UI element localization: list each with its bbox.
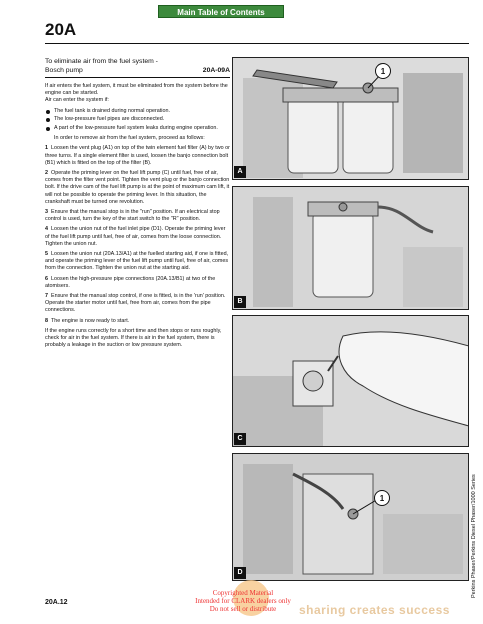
- step-4: [45, 226, 231, 248]
- heading-divider: [45, 77, 230, 78]
- step-number: 8: [45, 317, 48, 324]
- intro-line-1: If air enters the fuel system, it must be eliminated from the system before the engine can be started.: [45, 83, 228, 97]
- figure-b-single-filter-photo: [232, 186, 469, 310]
- figure-letter: D: [234, 567, 246, 579]
- step-1: [45, 145, 231, 167]
- injection-pump-illustration: [233, 454, 469, 581]
- step-number: 7: [45, 293, 48, 300]
- figure-letter: B: [234, 296, 246, 308]
- step-8: [45, 318, 231, 325]
- step-text: Loosen the union nut of the fuel inlet pipe (D1). Operate the priming lever of the fuel lift pump until fuel, free of air, comes from the loose connection. Tighten the union nut.: [45, 226, 226, 247]
- step-number: 2: [45, 170, 48, 177]
- step-5: [45, 251, 231, 273]
- procedure-body: [45, 83, 231, 353]
- figure-d-injection-pump-photo: [232, 453, 469, 581]
- step-number: 6: [45, 275, 48, 282]
- intro-paragraph: [45, 83, 231, 105]
- heading-line-2: Bosch pump: [45, 67, 83, 74]
- step-2: [45, 170, 231, 206]
- watermark-line-1: Copyrighted Material: [212, 589, 274, 597]
- step-number: 4: [45, 226, 48, 233]
- procedure-heading: [45, 57, 230, 75]
- step-text: Loosen the high-pressure pipe connections (20A.13/B1) at two of the atomisers.: [45, 275, 216, 289]
- intro-line-2: Air can enter the system if:: [45, 97, 109, 104]
- step-number: 5: [45, 251, 48, 258]
- step-3: [45, 209, 231, 223]
- procedure-code: 20A-09A: [202, 67, 230, 74]
- single-filter-illustration: [233, 187, 469, 310]
- watermark-tagline: sharing creates success: [299, 603, 450, 617]
- list-item: The fuel tank is drained during normal operation.: [45, 108, 231, 115]
- callout-marker: 1: [374, 490, 390, 506]
- step-text: The engine is now ready to start.: [51, 317, 130, 324]
- callout-marker: 1: [375, 63, 391, 79]
- step-number: 3: [45, 209, 48, 216]
- step-text: Loosen the vent plug (A1) on top of the twin element fuel filter (A) by two or three turns. If a single element filter is used, loosen the banjo connection bolt (B1) which is fitted on the top of the filter (B).: [45, 145, 230, 166]
- figure-letter: C: [234, 433, 246, 445]
- air-entry-conditions-list: [45, 108, 231, 133]
- publication-side-label: Perkins Phaser/Perkins Diesel Phaser/1000 Series: [471, 474, 477, 598]
- section-title: 20A: [45, 20, 77, 39]
- lift-pump-illustration: [233, 316, 469, 447]
- copyright-watermark: [188, 589, 298, 613]
- twin-filter-illustration: [233, 58, 469, 180]
- list-item: A part of the low-pressure fuel system leaks during engine operation.: [45, 125, 231, 132]
- figure-letter: A: [234, 166, 246, 178]
- watermark-line-3: Do not sell or distribute: [209, 605, 277, 613]
- step-text: Ensure that the manual stop is in the "run" position. If an electrical stop control is used, turn the key of the start switch to the "R" position.: [45, 209, 220, 223]
- closing-paragraph: If the engine runs correctly for a short time and then stops or runs roughly, check for air in the fuel system. If there is air in the fuel system, there is probably a leakage in the suction or low pressure system.: [45, 327, 222, 349]
- step-6: [45, 276, 231, 290]
- step-text: Loosen the union nut (20A.13/A1) at the fuelled starting aid, if one is fitted, and operate the priming lever of the fuel lift pump until fuel, free of air, comes from the connection. Tighten the union nut at the starting aid.: [45, 251, 229, 272]
- heading-line-1: To eliminate air from the fuel system -: [45, 58, 158, 65]
- figure-c-lift-pump-photo: [232, 315, 469, 447]
- title-divider: [45, 43, 469, 44]
- step-text: Ensure that the manual stop control, if one is fitted, is in the 'run' position. Operate the starter motor until fuel, free from air, comes from the pipe connections.: [45, 293, 226, 314]
- page-number: 20A.12: [45, 599, 68, 606]
- list-item: The low-pressure fuel pipes are disconnected.: [45, 116, 231, 123]
- procedure-intro: In order to remove air from the fuel system, proceed as follows:: [54, 135, 205, 142]
- step-number: 1: [45, 145, 48, 152]
- figure-a-twin-filter-photo: [232, 57, 469, 180]
- step-7: [45, 293, 231, 315]
- watermark-line-2: Intended for CLARK dealers only: [195, 597, 291, 605]
- step-text: Operate the priming lever on the fuel lift pump (C) until fuel, free of air, comes from the filter vent point. Tighten the vent plug or the banjo connection bolt. If the drive cam of the fuel lift pump is at the point of maximum cam lift, it will not be possible to operate the priming lever. In this situation, the crankshaft must be turned one revolution.: [45, 170, 230, 205]
- main-table-of-contents-button[interactable]: Main Table of Contents: [158, 5, 284, 18]
